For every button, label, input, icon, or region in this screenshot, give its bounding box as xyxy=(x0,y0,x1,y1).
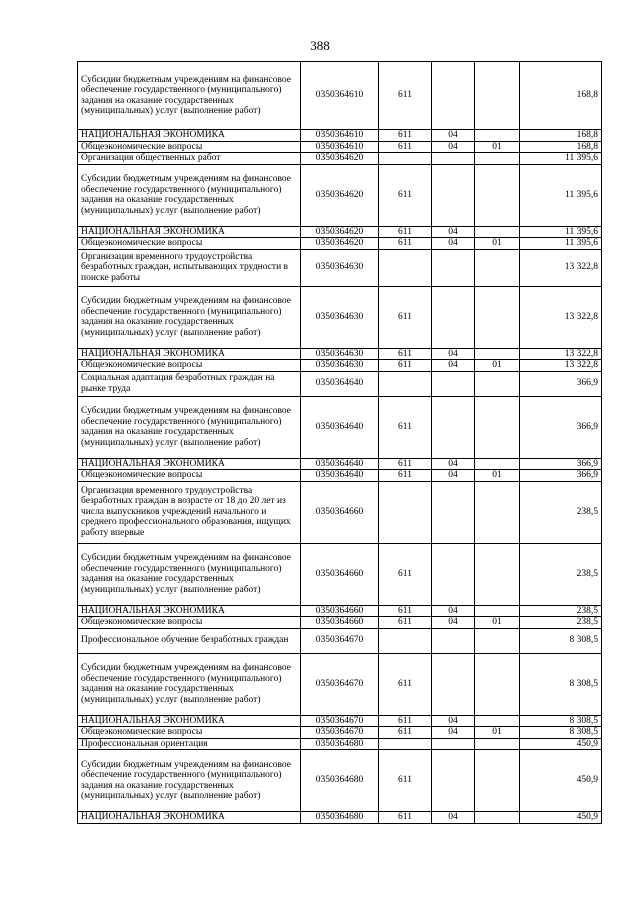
row-name: НАЦИОНАЛЬНАЯ ЭКОНОМИКА xyxy=(78,130,301,142)
row-section: 04 xyxy=(432,605,475,617)
row-amount: 8 308,5 xyxy=(520,727,602,739)
row-target-code: 0350364620 xyxy=(301,238,379,250)
row-target-code: 0350364660 xyxy=(301,605,379,617)
row-subsection xyxy=(475,249,520,286)
row-expense-type: 611 xyxy=(379,727,432,739)
table-row xyxy=(78,628,602,653)
table-row xyxy=(78,470,602,482)
row-name: Субсидии бюджетным учреждениям на финансовое обеспечение государственного (муниципального) задания на оказание государственных (муниципальных) услуг (выполнение работ) xyxy=(78,653,301,715)
row-section: 04 xyxy=(432,727,475,739)
row-section: 04 xyxy=(432,130,475,142)
row-target-code: 0350364660 xyxy=(301,617,379,629)
row-section xyxy=(432,481,475,543)
row-target-code: 0350364670 xyxy=(301,653,379,715)
table-row xyxy=(78,130,602,142)
row-subsection xyxy=(475,62,520,130)
row-section: 04 xyxy=(432,715,475,727)
row-name: Субсидии бюджетным учреждениям на финансовое обеспечение государственного (муниципального) задания на оказание государственных (муниципальных) услуг (выполнение работ) xyxy=(78,543,301,605)
table-row xyxy=(78,543,602,605)
row-section xyxy=(432,653,475,715)
row-amount: 8 308,5 xyxy=(520,653,602,715)
row-amount: 238,5 xyxy=(520,605,602,617)
row-amount: 13 322,8 xyxy=(520,348,602,360)
row-section xyxy=(432,286,475,348)
row-subsection xyxy=(475,286,520,348)
row-target-code: 0350364640 xyxy=(301,470,379,482)
table-body xyxy=(78,62,602,824)
row-section: 04 xyxy=(432,470,475,482)
row-amount: 238,5 xyxy=(520,617,602,629)
row-subsection: 01 xyxy=(475,238,520,250)
row-target-code: 0350364660 xyxy=(301,481,379,543)
row-target-code: 0350364610 xyxy=(301,130,379,142)
table-row xyxy=(78,164,602,226)
table-row xyxy=(78,653,602,715)
row-name: НАЦИОНАЛЬНАЯ ЭКОНОМИКА xyxy=(78,812,301,824)
page-number: 388 xyxy=(310,38,330,53)
row-subsection xyxy=(475,715,520,727)
row-section: 04 xyxy=(432,812,475,824)
row-section: 04 xyxy=(432,238,475,250)
row-expense-type: 611 xyxy=(379,360,432,372)
table-row xyxy=(78,226,602,238)
row-target-code: 0350364630 xyxy=(301,348,379,360)
row-subsection xyxy=(475,164,520,226)
row-target-code: 0350364620 xyxy=(301,153,379,165)
row-name: Общеэкономические вопросы xyxy=(78,617,301,629)
row-expense-type xyxy=(379,249,432,286)
table-row xyxy=(78,605,602,617)
row-amount: 366,9 xyxy=(520,470,602,482)
row-subsection xyxy=(475,130,520,142)
row-name: Общеэкономические вопросы xyxy=(78,141,301,153)
table-row xyxy=(78,153,602,165)
row-amount: 168,8 xyxy=(520,130,602,142)
row-amount: 8 308,5 xyxy=(520,628,602,653)
row-name: НАЦИОНАЛЬНАЯ ЭКОНОМИКА xyxy=(78,226,301,238)
row-amount: 11 395,6 xyxy=(520,238,602,250)
row-target-code: 0350364620 xyxy=(301,164,379,226)
row-target-code: 0350364680 xyxy=(301,750,379,812)
row-target-code: 0350364680 xyxy=(301,812,379,824)
row-subsection: 01 xyxy=(475,141,520,153)
row-amount: 11 395,6 xyxy=(520,153,602,165)
row-subsection xyxy=(475,481,520,543)
row-subsection xyxy=(475,628,520,653)
row-name: НАЦИОНАЛЬНАЯ ЭКОНОМИКА xyxy=(78,605,301,617)
row-amount: 366,9 xyxy=(520,396,602,458)
row-section: 04 xyxy=(432,617,475,629)
row-section xyxy=(432,62,475,130)
row-subsection xyxy=(475,371,520,396)
row-name: Субсидии бюджетным учреждениям на финансовое обеспечение государственного (муниципального) задания на оказание государственных (муниципальных) услуг (выполнение работ) xyxy=(78,62,301,130)
row-expense-type xyxy=(379,481,432,543)
row-section xyxy=(432,738,475,750)
row-expense-type: 611 xyxy=(379,286,432,348)
row-name: Субсидии бюджетным учреждениям на финансовое обеспечение государственного (муниципального) задания на оказание государственных (муниципальных) услуг (выполнение работ) xyxy=(78,286,301,348)
row-target-code: 0350364670 xyxy=(301,727,379,739)
row-amount: 11 395,6 xyxy=(520,226,602,238)
row-expense-type: 611 xyxy=(379,458,432,470)
table-row xyxy=(78,286,602,348)
table-row xyxy=(78,750,602,812)
row-expense-type xyxy=(379,628,432,653)
row-amount: 168,8 xyxy=(520,141,602,153)
row-section xyxy=(432,628,475,653)
row-section xyxy=(432,249,475,286)
row-name: Организация общественных работ xyxy=(78,153,301,165)
row-target-code: 0350364630 xyxy=(301,286,379,348)
row-target-code: 0350364640 xyxy=(301,371,379,396)
row-name: Организация временного трудоустройства безработных граждан в возрасте от 18 до 20 лет из числа выпускников учреждений начального и среднего профессионального образования, ищущих работу впервые xyxy=(78,481,301,543)
row-subsection xyxy=(475,396,520,458)
table-row xyxy=(78,141,602,153)
row-expense-type: 611 xyxy=(379,238,432,250)
row-target-code: 0350364620 xyxy=(301,226,379,238)
row-subsection: 01 xyxy=(475,360,520,372)
row-name: Общеэкономические вопросы xyxy=(78,238,301,250)
row-subsection xyxy=(475,653,520,715)
table-row xyxy=(78,617,602,629)
row-section xyxy=(432,371,475,396)
row-target-code: 0350364670 xyxy=(301,628,379,653)
row-subsection: 01 xyxy=(475,727,520,739)
row-name: Субсидии бюджетным учреждениям на финансовое обеспечение государственного (муниципального) задания на оказание государственных (муниципальных) услуг (выполнение работ) xyxy=(78,164,301,226)
row-expense-type: 611 xyxy=(379,750,432,812)
row-expense-type: 611 xyxy=(379,812,432,824)
table-row xyxy=(78,715,602,727)
row-subsection xyxy=(475,605,520,617)
row-section xyxy=(432,164,475,226)
table-row xyxy=(78,238,602,250)
row-expense-type xyxy=(379,371,432,396)
row-section xyxy=(432,543,475,605)
row-subsection xyxy=(475,543,520,605)
row-expense-type: 611 xyxy=(379,130,432,142)
row-expense-type: 611 xyxy=(379,617,432,629)
row-target-code: 0350364610 xyxy=(301,62,379,130)
row-amount: 450,9 xyxy=(520,750,602,812)
table-row xyxy=(78,738,602,750)
row-name: Социальная адаптация безработных граждан на рынке труда xyxy=(78,371,301,396)
row-subsection xyxy=(475,750,520,812)
budget-table xyxy=(77,61,602,824)
row-name: Субсидии бюджетным учреждениям на финансовое обеспечение государственного (муниципального) задания на оказание государственных (муниципальных) услуг (выполнение работ) xyxy=(78,396,301,458)
row-amount: 13 322,8 xyxy=(520,249,602,286)
table-row xyxy=(78,62,602,130)
row-name: Организация временного трудоустройства безработных граждан, испытывающих трудности в поиске работы xyxy=(78,249,301,286)
row-name: НАЦИОНАЛЬНАЯ ЭКОНОМИКА xyxy=(78,458,301,470)
row-name: НАЦИОНАЛЬНАЯ ЭКОНОМИКА xyxy=(78,715,301,727)
row-subsection xyxy=(475,458,520,470)
row-section: 04 xyxy=(432,226,475,238)
row-amount: 366,9 xyxy=(520,371,602,396)
row-name: Общеэкономические вопросы xyxy=(78,360,301,372)
row-section: 04 xyxy=(432,458,475,470)
row-expense-type: 611 xyxy=(379,715,432,727)
table-row xyxy=(78,249,602,286)
row-amount: 366,9 xyxy=(520,458,602,470)
row-subsection xyxy=(475,812,520,824)
row-expense-type: 611 xyxy=(379,164,432,226)
row-amount: 13 322,8 xyxy=(520,360,602,372)
row-expense-type xyxy=(379,738,432,750)
table-row xyxy=(78,396,602,458)
row-expense-type: 611 xyxy=(379,605,432,617)
row-amount: 450,9 xyxy=(520,738,602,750)
row-expense-type: 611 xyxy=(379,226,432,238)
row-section xyxy=(432,396,475,458)
row-target-code: 0350364660 xyxy=(301,543,379,605)
row-target-code: 0350364610 xyxy=(301,141,379,153)
table-row xyxy=(78,360,602,372)
row-section xyxy=(432,153,475,165)
table-row xyxy=(78,458,602,470)
row-subsection xyxy=(475,348,520,360)
row-name: Общеэкономические вопросы xyxy=(78,470,301,482)
row-expense-type: 611 xyxy=(379,470,432,482)
row-expense-type: 611 xyxy=(379,396,432,458)
row-subsection: 01 xyxy=(475,617,520,629)
table-row xyxy=(78,348,602,360)
row-expense-type: 611 xyxy=(379,141,432,153)
row-expense-type xyxy=(379,153,432,165)
table-row xyxy=(78,371,602,396)
row-amount: 238,5 xyxy=(520,543,602,605)
row-target-code: 0350364640 xyxy=(301,458,379,470)
table-row xyxy=(78,727,602,739)
row-subsection: 01 xyxy=(475,470,520,482)
row-target-code: 0350364630 xyxy=(301,249,379,286)
row-target-code: 0350364640 xyxy=(301,396,379,458)
row-amount: 450,9 xyxy=(520,812,602,824)
row-amount: 13 322,8 xyxy=(520,286,602,348)
row-amount: 238,5 xyxy=(520,481,602,543)
row-name: Общеэкономические вопросы xyxy=(78,727,301,739)
row-section xyxy=(432,750,475,812)
row-section: 04 xyxy=(432,348,475,360)
row-expense-type: 611 xyxy=(379,62,432,130)
row-target-code: 0350364670 xyxy=(301,715,379,727)
row-expense-type: 611 xyxy=(379,653,432,715)
row-amount: 168,8 xyxy=(520,62,602,130)
row-section: 04 xyxy=(432,141,475,153)
table-row xyxy=(78,812,602,824)
row-amount: 11 395,6 xyxy=(520,164,602,226)
row-amount: 8 308,5 xyxy=(520,715,602,727)
row-expense-type: 611 xyxy=(379,543,432,605)
row-subsection xyxy=(475,153,520,165)
row-target-code: 0350364680 xyxy=(301,738,379,750)
row-target-code: 0350364630 xyxy=(301,360,379,372)
row-subsection xyxy=(475,226,520,238)
row-expense-type: 611 xyxy=(379,348,432,360)
row-subsection xyxy=(475,738,520,750)
row-name: Профессиональное обучение безработных граждан xyxy=(78,628,301,653)
row-section: 04 xyxy=(432,360,475,372)
table-row xyxy=(78,481,602,543)
row-name: Субсидии бюджетным учреждениям на финансовое обеспечение государственного (муниципального) задания на оказание государственных (муниципальных) услуг (выполнение работ) xyxy=(78,750,301,812)
row-name: НАЦИОНАЛЬНАЯ ЭКОНОМИКА xyxy=(78,348,301,360)
row-name: Профессиональная ориентация xyxy=(78,738,301,750)
